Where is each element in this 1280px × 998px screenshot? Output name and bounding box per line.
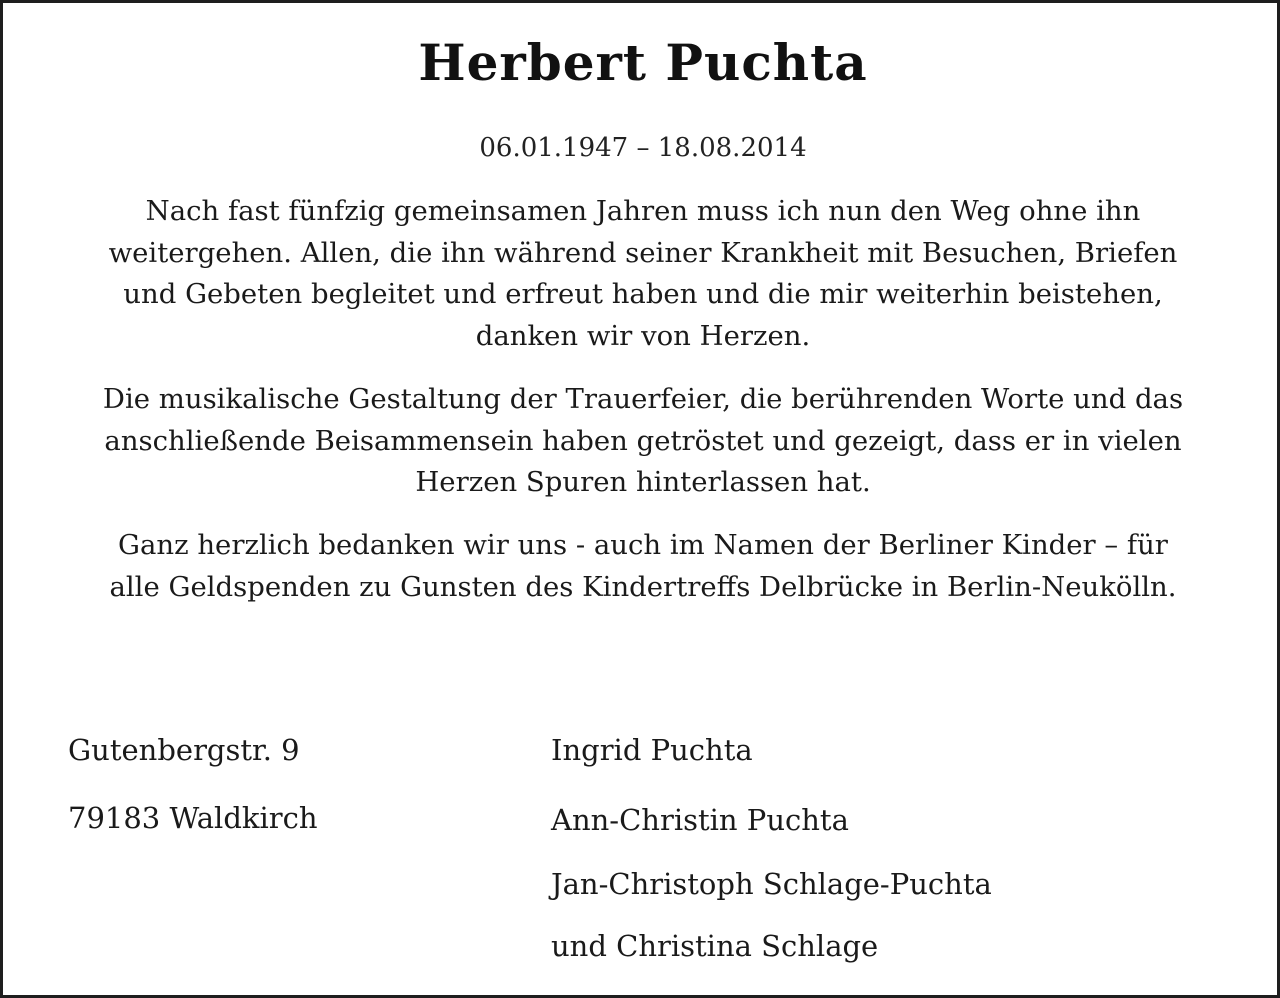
- life-dates: 06.01.1947 – 18.08.2014: [479, 133, 807, 163]
- funeral-paragraph: [63, 379, 1223, 504]
- thanks-paragraph: [63, 191, 1223, 357]
- text-line: weitergehen. Allen, die ihn während seiner Krankheit mit Besuchen, Briefen: [108, 236, 1178, 269]
- text-line: Ganz herzlich bedanken wir uns - auch im Namen der Berliner Kinder – für: [118, 529, 1168, 561]
- signatory: Ingrid Puchta: [551, 733, 753, 767]
- text-line: danken wir von Herzen.: [475, 319, 811, 352]
- deceased-name: Herbert Puchta: [418, 33, 868, 92]
- donation-paragraph: [63, 525, 1223, 608]
- text-line: Nach fast fünfzig gemeinsamen Jahren muss ich nun den Weg ohne ihn: [145, 195, 1141, 227]
- address-city: 79183 Waldkirch: [68, 801, 318, 835]
- text-line: anschließende Beisammensein haben getröstet und gezeigt, dass er in vielen: [104, 424, 1182, 457]
- signatory: Ann-Christin Puchta: [551, 803, 849, 837]
- text-line: und Gebeten begleitet und erfreut haben und die mir weiterhin beistehen,: [123, 278, 1163, 310]
- text-line: Herzen Spuren hinterlassen hat.: [415, 466, 871, 498]
- text-line: Die musikalische Gestaltung der Trauerfeier, die berührenden Worte und das: [102, 383, 1184, 415]
- address-street: Gutenbergstr. 9: [68, 733, 300, 767]
- signatory: Jan-Christoph Schlage-Puchta: [551, 867, 992, 901]
- signatory: und Christina Schlage: [551, 929, 879, 963]
- text-line: alle Geldspenden zu Gunsten des Kindertreffs Delbrücke in Berlin-Neukölln.: [109, 570, 1177, 603]
